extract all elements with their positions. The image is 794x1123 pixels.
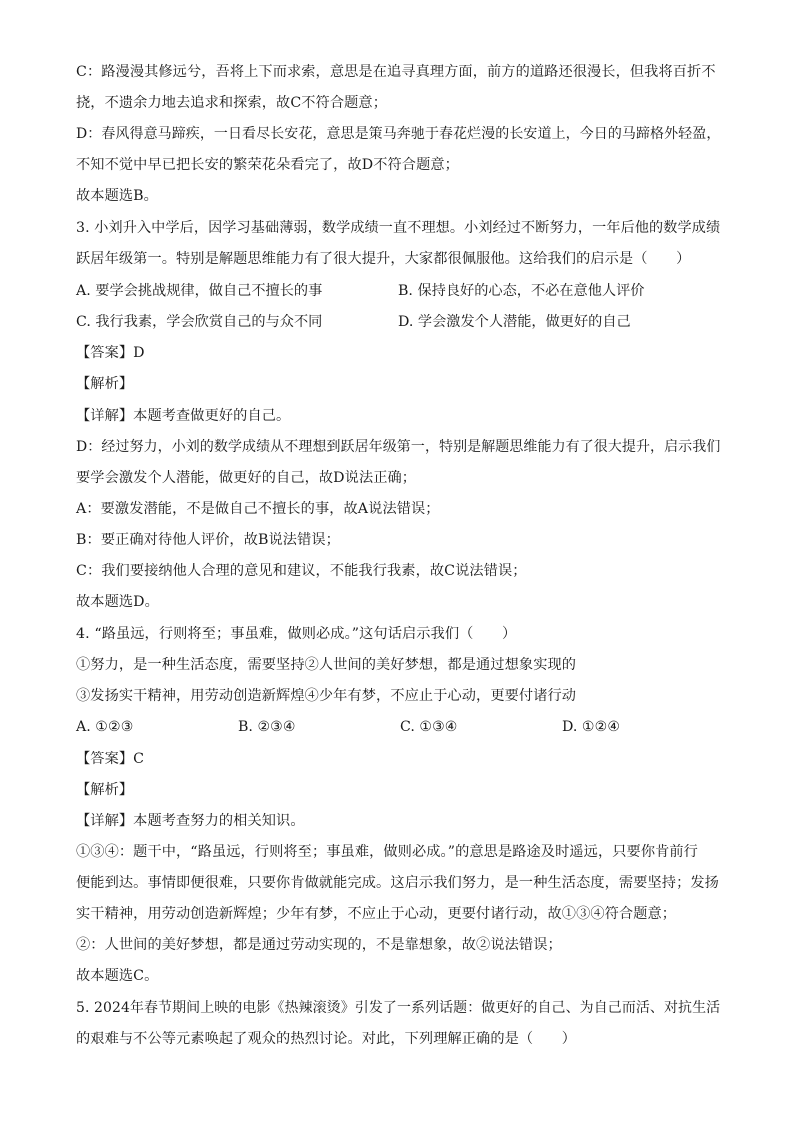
- q2-option-c-explanation-line1: C：路漫漫其修远兮，吾将上下而求索，意思是在追寻真理方面，前方的道路还很漫长，但我将百折不: [76, 64, 716, 80]
- q4-item-line1: ①努力，是一种生活态度，需要坚持②人世间的美好梦想，都是通过想象实现的: [76, 657, 577, 673]
- q3-analysis-heading: 【解析】: [76, 376, 134, 392]
- q5-stem-line2: 的艰难与不公等元素唤起了观众的热烈讨论。对此，下列理解正确的是（ ）: [76, 1031, 577, 1047]
- q3-explanation-line5: C：我们要接纳他人合理的意见和建议，不能我行我素，故C说法错误；: [76, 563, 527, 579]
- q5-stem-line1: 5. 2024年春节期间上映的电影《热辣滚烫》引发了一系列话题：做更好的自己、为自己而活、对抗生活: [76, 1000, 721, 1016]
- q2-option-d-explanation-line2: 不知不觉中早已把长安的繁荣花朵看完了，故D不符合题意；: [76, 157, 459, 173]
- q3-answer: 【答案】D: [76, 345, 145, 361]
- q3-stem-line1: 3. 小刘升入中学后，因学习基础薄弱，数学成绩一直不理想。小刘经过不断努力，一年后他的数学成绩: [76, 220, 721, 236]
- q4-answer: 【答案】C: [76, 751, 145, 767]
- q4-conclusion: 故本题选C。: [76, 968, 159, 984]
- q3-explanation-line3: A：要激发潜能，不是做自己不擅长的事，故A说法错误；: [76, 501, 440, 517]
- q4-explanation-line3: 实干精神，用劳动创造新辉煌；少年有梦，不应止于心动，更要付诸行动，故①③④符合题意；: [76, 906, 677, 922]
- q4-stem: 4. “路虽远，行则将至；事虽难，做则必成。”这句话启示我们（ ）: [76, 626, 517, 642]
- q2-conclusion: 故本题选B。: [76, 188, 158, 204]
- q3-option-d: D. 学会激发个人潜能，做更好的自己: [398, 314, 631, 330]
- q4-explanation-line4: ②：人世间的美好梦想，都是通过劳动实现的，不是靠想象，故②说法错误；: [76, 937, 562, 953]
- q4-explanation-line2: 便能到达。事情即便很难，只要你肯做就能完成。这启示我们努力，是一种生活态度，需要坚持；发扬: [76, 875, 719, 891]
- q3-stem-line2: 跃居年级第一。特别是解题思维能力有了很大提升，大家都很佩服他。这给我们的启示是（ ）: [76, 251, 691, 267]
- q4-detail: 【详解】本题考查努力的相关知识。: [76, 813, 305, 829]
- q3-conclusion: 故本题选D。: [76, 594, 159, 610]
- q3-detail: 【详解】本题考查做更好的自己。: [76, 408, 291, 424]
- q2-option-c-explanation-line2: 挠，不遗余力地去追求和探索，故C不符合题意；: [76, 95, 387, 111]
- q3-option-c: C. 我行我素，学会欣赏自己的与众不同: [76, 314, 323, 330]
- q4-item-line2: ③发扬实干精神，用劳动创造新辉煌④少年有梦，不应止于心动，更要付诸行动: [76, 688, 577, 704]
- q4-option-b: B. ②③④: [238, 719, 296, 735]
- q4-explanation-line1: ①③④：题干中，“路虽远，行则将至；事虽难，做则必成。”的意思是路途及时遥远，只要你肯前行: [76, 844, 698, 860]
- q3-explanation-line4: B：要正确对待他人评价，故B说法错误；: [76, 532, 340, 548]
- q3-explanation-line1: D：经过努力，小刘的数学成绩从不理想到跃居年级第一，特别是解题思维能力有了很大提升，启示我们: [76, 439, 721, 455]
- q3-option-a: A. 要学会挑战规律，做自己不擅长的事: [76, 283, 323, 299]
- q3-option-b: B. 保持良好的心态，不必在意他人评价: [398, 283, 645, 299]
- q4-option-a: A. ①②③: [76, 719, 134, 735]
- q3-explanation-line2: 要学会激发个人潜能，做更好的自己，故D说法正确；: [76, 470, 417, 486]
- q4-option-d: D. ①②④: [562, 719, 621, 735]
- q4-option-c: C. ①③④: [400, 719, 458, 735]
- q2-option-d-explanation-line1: D：春风得意马蹄疾，一日看尽长安花，意思是策马奔驰于春花烂漫的长安道上，今日的马蹄格外轻盈，: [76, 126, 721, 142]
- q4-analysis-heading: 【解析】: [76, 782, 134, 798]
